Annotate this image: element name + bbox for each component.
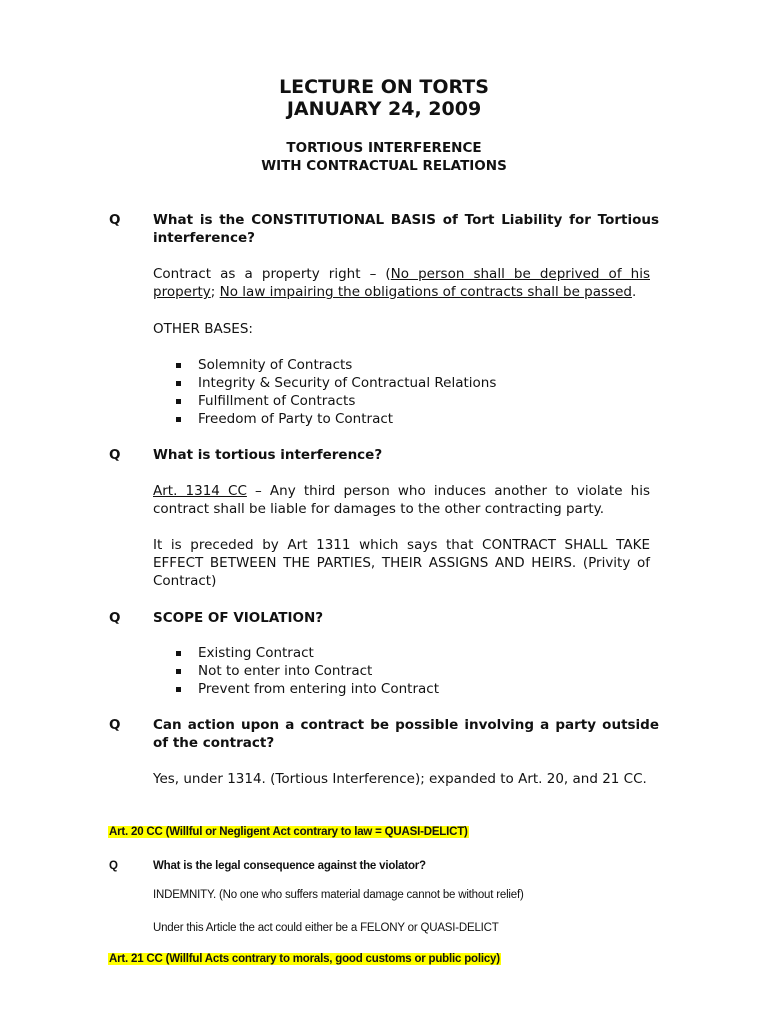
list-item: Existing Contract bbox=[176, 644, 439, 662]
article-20-answer-1: INDEMNITY. (No one who suffers material damage cannot be without relief) bbox=[153, 889, 524, 901]
article-21-heading bbox=[108, 952, 501, 967]
lecture-title: LECTURE ON TORTS bbox=[279, 76, 489, 98]
answer-1 bbox=[153, 265, 650, 301]
bullet-icon bbox=[176, 417, 181, 422]
q-marker: Q bbox=[109, 447, 121, 463]
article-20-question-text: What is the legal consequence against the violator? bbox=[153, 860, 426, 872]
article-1314-text: – Any third person who induces another to violate his contract shall be liable for damages to the other contracting party. bbox=[153, 483, 650, 517]
list-item: Freedom of Party to Contract bbox=[176, 410, 496, 428]
bullet-icon bbox=[176, 669, 181, 674]
article-1314-ref: Art. 1314 CC bbox=[153, 483, 247, 499]
question-2-text: What is tortious interference? bbox=[153, 447, 383, 463]
question-3-text: SCOPE OF VIOLATION? bbox=[153, 610, 324, 626]
other-bases-list bbox=[176, 356, 496, 428]
list-item: Fulfillment of Contracts bbox=[176, 392, 496, 410]
q-marker: Q bbox=[109, 610, 121, 626]
bullet-icon bbox=[176, 687, 181, 692]
q-marker: Q bbox=[109, 212, 121, 228]
question-4-text: Can action upon a contract be possible involving a party outside of the contract? bbox=[153, 717, 659, 751]
q-marker: Q bbox=[109, 860, 118, 872]
answer-2 bbox=[153, 482, 650, 518]
answer-4: Yes, under 1314. (Tortious Interference); expanded to Art. 20, and 21 CC. bbox=[153, 771, 647, 787]
answer-1-underline-1: No person shall be deprived of his property bbox=[153, 266, 650, 300]
article-20-heading bbox=[108, 825, 469, 840]
lecture-date: JANUARY 24, 2009 bbox=[286, 98, 482, 120]
answer-1-separator: ; bbox=[210, 284, 220, 300]
answer-1-prefix: Contract as a property right – ( bbox=[153, 266, 391, 282]
article-20-highlight: Art. 20 CC (Willful or Negligent Act contrary to law = QUASI-DELICT) bbox=[109, 826, 468, 838]
scope-list bbox=[176, 644, 439, 698]
other-bases-label: OTHER BASES: bbox=[153, 321, 253, 337]
topic-title-line2: WITH CONTRACTUAL RELATIONS bbox=[261, 158, 507, 174]
bullet-icon bbox=[176, 399, 181, 404]
list-item: Not to enter into Contract bbox=[176, 662, 439, 680]
list-item: Prevent from entering into Contract bbox=[176, 680, 439, 698]
article-1311-note: It is preceded by Art 1311 which says that CONTRACT SHALL TAKE EFFECT BETWEEN THE PARTIES, THEIR ASSIGNS AND HEIRS. (Privity of Contract) bbox=[153, 537, 650, 589]
article-20-answer-2: Under this Article the act could either be a FELONY or QUASI-DELICT bbox=[153, 922, 499, 934]
list-item: Solemnity of Contracts bbox=[176, 356, 496, 374]
answer-1-end: . bbox=[631, 284, 637, 300]
bullet-icon bbox=[176, 651, 181, 656]
list-item: Integrity & Security of Contractual Relations bbox=[176, 374, 496, 392]
article-21-highlight: Art. 21 CC (Willful Acts contrary to morals, good customs or public policy) bbox=[109, 953, 500, 965]
answer-1-underline-2: No law impairing the obligations of contracts shall be passed bbox=[219, 284, 632, 300]
bullet-icon bbox=[176, 381, 181, 386]
topic-title-line1: TORTIOUS INTERFERENCE bbox=[286, 140, 482, 156]
question-1-text: What is the CONSTITUTIONAL BASIS of Tort Liability for Tortious interference? bbox=[153, 212, 659, 246]
q-marker: Q bbox=[109, 717, 121, 733]
bullet-icon bbox=[176, 363, 181, 368]
